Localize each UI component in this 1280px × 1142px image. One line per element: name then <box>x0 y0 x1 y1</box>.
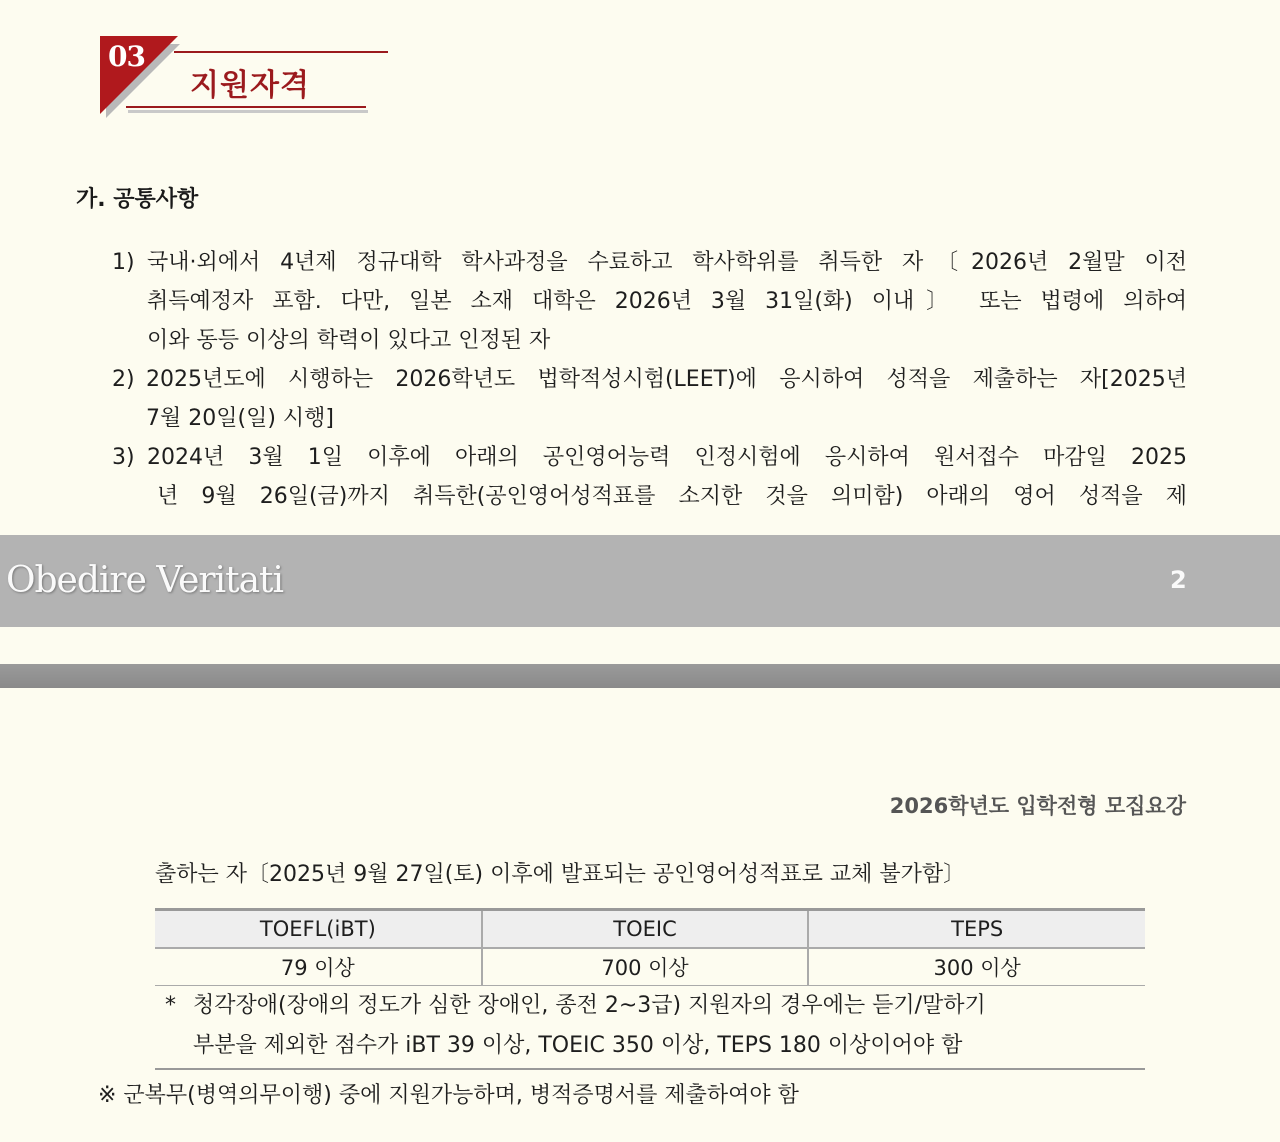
item-line: 2025년도에 시행하는 2026학년도 법학적성시험(LEET)에 응시하여 성적을 제출하는 자[2025년 <box>146 367 1187 392</box>
continuation-text: 출하는 자〔2025년 9월 27일(토) 이후에 발표되는 공인영어성적표로 교체 불가함〕 <box>155 862 966 887</box>
item-line: 7월 20일(일) 시행] <box>146 406 334 431</box>
section-number: 03 <box>108 40 145 73</box>
english-score-table <box>155 908 1145 986</box>
item-line: 2024년 3월 1일 이후에 아래의 공인영어능력 인정시험에 응시하여 원서접수 마감일 2025 <box>147 445 1187 470</box>
item-line: 이와 동등 이상의 학력이 있다고 인정된 자 <box>147 328 551 353</box>
page-gap <box>0 627 1280 665</box>
footer-motto: Obedire Veritati <box>6 560 284 601</box>
item-number: 1) <box>112 250 135 275</box>
table-cell: 300 이상 <box>808 948 1145 986</box>
page-separator-bar <box>0 664 1280 688</box>
military-service-note: ※ 군복무(병역의무이행) 중에 지원가능하며, 병적증명서를 제출하여야 함 <box>98 1083 799 1108</box>
table-header-row <box>155 910 1145 949</box>
table-cell: 700 이상 <box>482 948 809 986</box>
item-line: 년 9월 26일(금)까지 취득한(공인영어성적표를 소지한 것을 의미함) 아래의 영어 성적을 제 <box>157 484 1187 509</box>
requirement-item-3 <box>112 438 1187 516</box>
item-number: 3) <box>112 445 135 470</box>
table-row <box>155 948 1145 986</box>
column-header: TOEIC <box>482 910 809 949</box>
section-title: 지원자격 <box>190 68 310 103</box>
requirement-item-2 <box>112 360 1187 438</box>
badge-rule-top <box>174 51 388 53</box>
item-line: 취득예정자 포함. 다만, 일본 소재 대학은 2026년 3월 31일(화) 이내〕 또는 법령에 의하여 <box>147 289 1187 314</box>
table-cell: 79 이상 <box>155 948 482 986</box>
running-header: 2026학년도 입학전형 모집요강 <box>889 794 1186 818</box>
disability-note <box>155 986 1145 1070</box>
badge-rule-bottom <box>126 106 366 108</box>
badge-rule-shadow <box>128 110 368 113</box>
column-header: TOEFL(iBT) <box>155 910 482 949</box>
item-number: 2) <box>112 367 135 392</box>
note-marker: * <box>165 993 176 1018</box>
subheading-common: 가. 공통사항 <box>76 187 199 212</box>
item-line: 국내·외에서 4년제 정규대학 학사과정을 수료하고 학사학위를 취득한 자〔2026년 2월말 이전 <box>147 250 1187 275</box>
page-number: 2 <box>1170 566 1187 594</box>
section-header <box>100 36 390 120</box>
note-line: 청각장애(장애의 정도가 심한 장애인, 종전 2~3급) 지원자의 경우에는 듣기/말하기 <box>193 993 986 1018</box>
note-line: 부분을 제외한 점수가 iBT 39 이상, TOEIC 350 이상, TEPS 180 이상이어야 함 <box>193 1033 963 1058</box>
column-header: TEPS <box>808 910 1145 949</box>
requirement-item-1 <box>112 243 1187 360</box>
